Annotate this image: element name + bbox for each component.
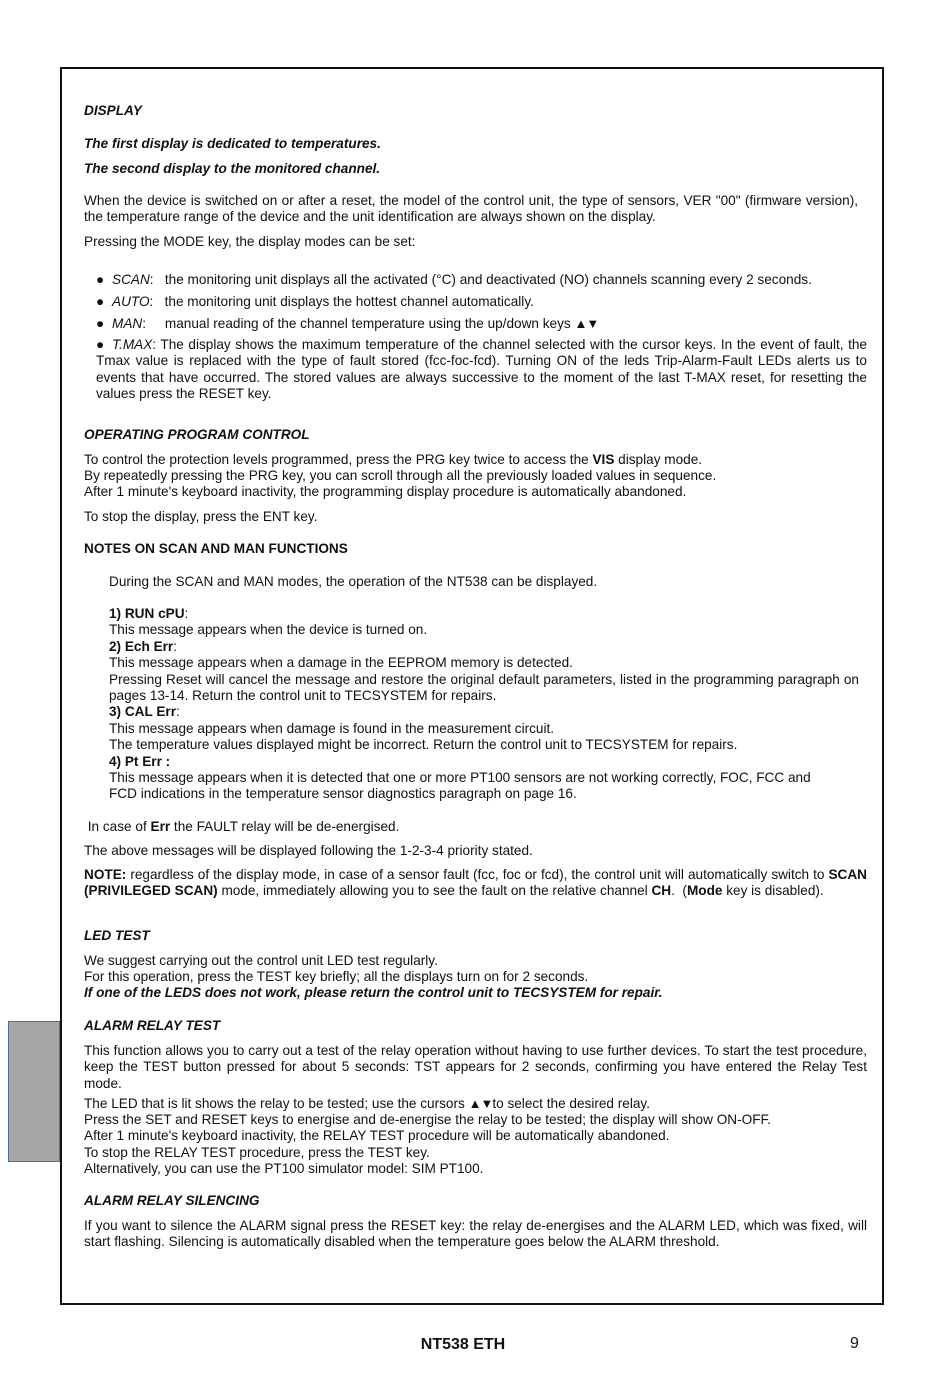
- note-item-1: [109, 606, 859, 803]
- page-number: 9: [850, 1335, 859, 1352]
- note-title: 3) CAL Err: [109, 704, 176, 720]
- note-colon: :: [175, 704, 180, 720]
- relay-lines: [84, 1112, 867, 1178]
- note-line: This message appears when damage is found in the measurement circuit.: [109, 720, 555, 736]
- err-text: In case of: [84, 819, 151, 834]
- bullet-scan: [96, 272, 867, 288]
- bullet-text: : manual reading of the channel temperature using the up/down keys: [142, 316, 575, 331]
- note-line: This message appears when a damage in the EEPROM memory is detected.: [109, 655, 573, 671]
- note-colon: :: [184, 606, 189, 621]
- note-text: CH: [651, 883, 672, 899]
- bullet-label: SCAN: [112, 272, 150, 287]
- bullet-text: : the monitoring unit displays the hottest channel automatically.: [149, 294, 534, 309]
- note-text: mode, immediately allowing you to see the fault on the relative channel: [217, 883, 652, 899]
- side-tab: [8, 1021, 60, 1162]
- note-line: This message appears when it is detected that one or more PT100 sensors are not working correctly, FOC, FCC and FCD indications in the temperature sensor diagnostics paragraph on page 16.: [109, 770, 811, 802]
- led-line2: For this operation, press the TEST key briefly; all the displays turn on for 2 seconds.: [84, 969, 589, 984]
- bullet-auto: [96, 294, 867, 310]
- err-text: the FAULT relay will be de-energised.: [170, 819, 400, 834]
- note-colon: :: [173, 638, 177, 654]
- note-text: key is disabled).: [722, 883, 824, 899]
- relay-line: After 1 minute's keyboard inactivity, the RELAY TEST procedure will be automatically abandoned.: [84, 1128, 670, 1144]
- note-paragraph: [84, 867, 867, 900]
- notes-heading: NOTES ON SCAN AND MAN FUNCTIONS: [84, 541, 348, 556]
- opc-para1-line1: [84, 452, 867, 468]
- led-heading: LED TEST: [84, 928, 150, 943]
- display-para1: When the device is switched on or after a reset, the model of the control unit, the type of sensors, VER "00" (firmware version), the temperature range of the device and the unit identification are always shown on the display.: [84, 193, 858, 225]
- note-title: 1) RUN cPU: [109, 606, 185, 621]
- bullet-text: : The display shows the maximum temperature of the channel selected with the cursor keys. In the event of fault, the Tmax value is replaced with the type of fault stored (fcc-foc-fcd). Turning ON of the leds Trip-Alarm-Fault LEDs alerts us to events that have occurred. The stored values are always successive to the moment of the last T-MAX reset, for resetting the values press the RESET key.: [96, 337, 867, 402]
- bullet-label: AUTO: [112, 294, 150, 309]
- opc-para1-line3: After 1 minute's keyboard inactivity, the programming display procedure is automatically abandoned.: [84, 484, 687, 499]
- silencing-heading: ALARM RELAY SILENCING: [84, 1193, 260, 1208]
- footer-title: NT538 ETH: [420, 1336, 506, 1353]
- bullet-man: [96, 316, 867, 332]
- note-line: This message appears when the device is turned on.: [109, 622, 428, 638]
- relay-line: Alternatively, you can use the PT100 simulator model: SIM PT100.: [84, 1161, 484, 1177]
- display-sub1: The first display is dedicated to temperatures.: [84, 136, 381, 151]
- bullet-text: : the monitoring unit displays all the activated (°C) and deactivated (NO) channels scanning every 2 seconds.: [149, 272, 812, 287]
- led-line1: We suggest carrying out the control unit LED test regularly.: [84, 953, 438, 968]
- led-line3: If one of the LEDS does not work, please return the control unit to TECSYSTEM for repair.: [84, 985, 663, 1000]
- note-line: Pressing Reset will cancel the message and restore the original default parameters, listed in the programming paragraph on pages 13-14. Return the control unit to TECSYSTEM for repairs.: [109, 671, 859, 704]
- err-line: [84, 819, 867, 835]
- priority-line: The above messages will be displayed following the 1-2-3-4 priority stated.: [84, 843, 533, 858]
- note-text: Mode: [686, 883, 723, 899]
- note-line: The temperature values displayed might be incorrect. Return the control unit to TECSYSTEM for repairs.: [109, 737, 738, 753]
- bullet-tmax: [96, 337, 867, 403]
- opc-heading: OPERATING PROGRAM CONTROL: [84, 427, 310, 442]
- note-title: 4) Pt Err :: [109, 753, 171, 769]
- display-sub2: The second display to the monitored channel.: [84, 161, 381, 176]
- note-text: regardless of the display mode, in case of a sensor fault (fcc, foc or fcd), the control unit will automatically switch to: [126, 867, 829, 882]
- relay-line: To stop the RELAY TEST procedure, press the TEST key.: [84, 1144, 430, 1160]
- relay-heading: ALARM RELAY TEST: [84, 1018, 221, 1033]
- bullet-dot: ●: [96, 316, 105, 331]
- relay-cursor-line: [84, 1096, 867, 1112]
- cursor-arrows-icon: ▲▼: [468, 1096, 493, 1111]
- opc-vis: VIS: [592, 452, 615, 467]
- note-label: NOTE:: [84, 867, 127, 882]
- relay-text: to select the desired relay.: [492, 1096, 650, 1111]
- note-title: 2) Ech Err: [109, 638, 174, 654]
- notes-intro: During the SCAN and MAN modes, the operation of the NT538 can be displayed.: [109, 574, 598, 589]
- opc-para2: To stop the display, press the ENT key.: [84, 509, 318, 524]
- silencing-para: If you want to silence the ALARM signal press the RESET key: the relay de-energises and the ALARM LED, which was fixed, will start flashing. Silencing is automatically disabled when the temperature goes below the ALARM threshold.: [84, 1218, 867, 1250]
- bullet-dot: ●: [96, 272, 105, 287]
- opc-text: display mode.: [614, 452, 703, 467]
- relay-para1: This function allows you to carry out a test of the relay operation without having to use further devices. To start the test procedure, keep the TEST button pressed for about 5 seconds: TST appears for 2 seconds, confirming you have entered the Relay Test mode.: [84, 1043, 867, 1091]
- note-text: SCAN (PRIVILEGED SCAN): [84, 867, 867, 899]
- opc-text: To control the protection levels programmed, press the PRG key twice to access the: [84, 452, 593, 467]
- bullet-dot: ●: [96, 294, 105, 309]
- relay-text: The LED that is lit shows the relay to be tested; use the cursors: [84, 1096, 469, 1111]
- note-text: . (: [671, 883, 687, 899]
- err-bold: Err: [150, 819, 171, 834]
- bullet-label: T.MAX: [112, 337, 153, 352]
- bullet-dot: ●: [96, 337, 105, 352]
- display-heading: DISPLAY: [84, 103, 142, 118]
- bullet-label: MAN: [112, 316, 143, 331]
- relay-line: Press the SET and RESET keys to energise and de-energise the relay to be tested; the display will show ON-OFF.: [84, 1112, 772, 1127]
- up-down-arrows-icon: ▲▼: [574, 316, 599, 331]
- display-para2: Pressing the MODE key, the display modes can be set:: [84, 234, 416, 249]
- opc-para1-line2: By repeatedly pressing the PRG key, you can scroll through all the previously loaded values in sequence.: [84, 468, 717, 483]
